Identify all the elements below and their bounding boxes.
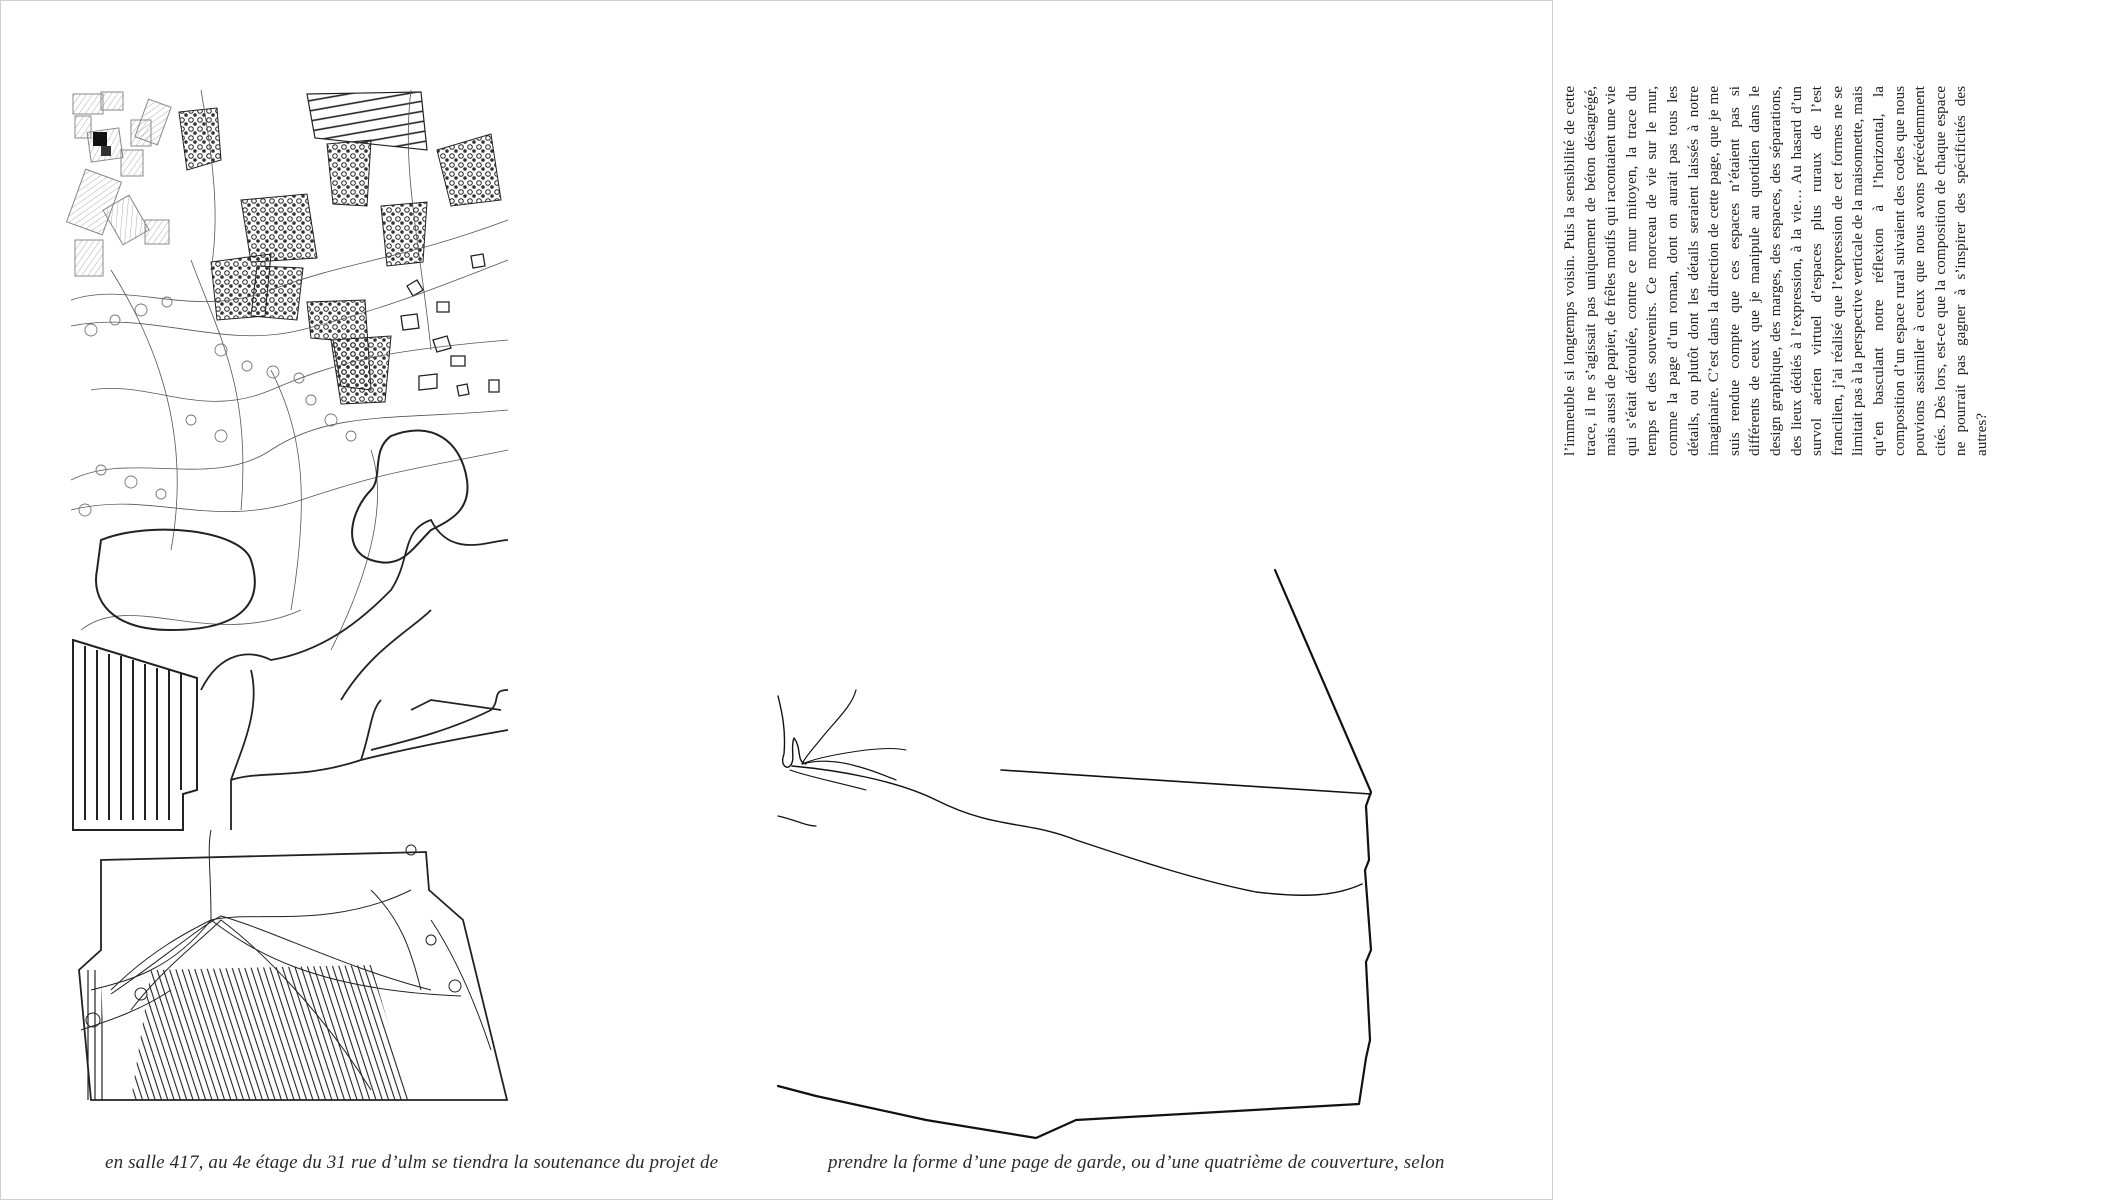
left-page <box>0 0 776 1200</box>
building-blocks <box>67 92 172 276</box>
tree-clusters <box>179 108 501 404</box>
right-page-caption: prendre la forme d’une page de garde, ou d’une quatrième de couverture, selon <box>828 1152 1445 1173</box>
wall-outline-drawing-icon <box>776 0 1553 1200</box>
vertical-body-text <box>1560 86 2120 456</box>
aerial-map-drawing <box>71 90 508 1112</box>
left-page-caption: en salle 417, au 4e étage du 31 rue d’ulm se tiendra la soutenance du projet de <box>105 1152 719 1173</box>
right-page <box>776 0 1990 1200</box>
body-paragraph: l’immeuble si longtemps voisin. Puis la sensibilité de cette trace, il ne s’agissait pas uniquement de béton désagrégé, mais aussi de papier, de frêles motifs qui racontaient une vie qui s’était déroulée, contre ce mur mitoyen, la trace du temps et des souvenirs. Ce morceau de vie sur le mur, comme la page d’un roman, dont on aurait pas tous les détails, ou plutôt dont les détails seraient laissés à notre imaginaire. C’est dans la direction de cette page, que je me suis rendue compte que ces espaces n’étaient pas si différents de ceux que je manipule au quotidien dans le design graphique, des marges, des espaces, des séparations, des lieux dédiés à l’expression, à la vie… Au hasard d’un survol aérien virtuel d’espaces plus ruraux de l’est francilien, j’ai réalisé que l’expression de cet formes ne se limitait pas à la perspective verticale de la maisonnette, mais qu’en basculant notre réflexion à l’horizontal, la composition d’un espace rural suivaient des codes que nous pouvions assimiler à ceux que nous avons précédemment cités. Dès lors, est-ce que la composition de chaque espace ne pourrait pas gagner à s’inspirer des spécificités des autres? <box>1561 86 1990 456</box>
aerial-plan-drawing-icon <box>71 90 508 1112</box>
field-lines <box>73 640 197 830</box>
